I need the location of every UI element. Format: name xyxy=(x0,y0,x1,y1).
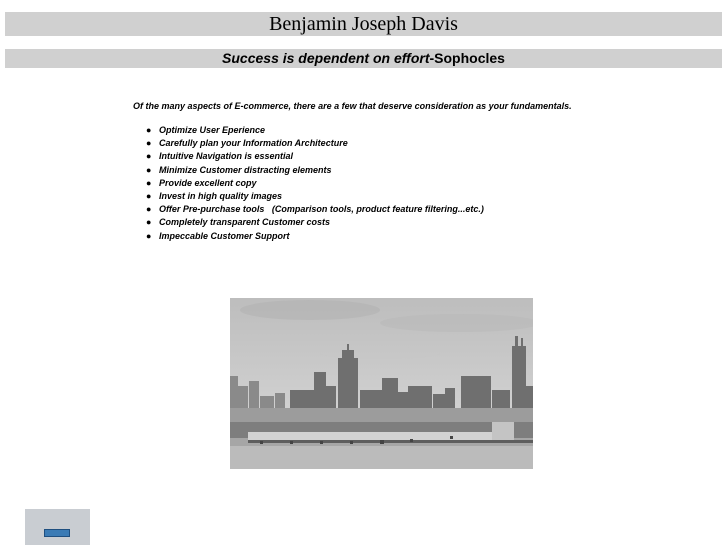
list-item-text: Impeccable Customer Support xyxy=(159,230,290,241)
bullet-icon: ● xyxy=(146,138,152,149)
fundamentals-list xyxy=(146,124,484,243)
list-item-text: Carefully plan your Information Architecture xyxy=(159,138,348,149)
page-title-bar xyxy=(5,12,722,36)
list-item xyxy=(146,164,484,177)
list-item-text: Offer Pre-purchase tools (Comparison tools, product feature filtering...etc.) xyxy=(159,204,484,215)
list-item-text: Provide excellent copy xyxy=(159,177,257,188)
list-item xyxy=(146,150,484,163)
list-item-text: Minimize Customer distracting elements xyxy=(159,164,332,175)
list-item xyxy=(146,216,484,229)
list-item xyxy=(146,124,484,137)
list-item-text: Completely transparent Customer costs xyxy=(159,217,331,228)
bullet-icon: ● xyxy=(146,190,152,201)
quote-author: -Sophocles xyxy=(429,50,505,66)
city-skyline-photo xyxy=(230,298,533,469)
list-item xyxy=(146,190,484,203)
badge-button[interactable] xyxy=(44,529,70,537)
bullet-icon: ● xyxy=(146,217,152,228)
footer-badge[interactable] xyxy=(25,509,90,545)
page-title: Benjamin Joseph Davis xyxy=(269,13,458,35)
list-item xyxy=(146,137,484,150)
list-item-text: Intuitive Navigation is essential xyxy=(159,151,294,162)
list-item xyxy=(146,203,484,216)
bullet-icon: ● xyxy=(146,164,152,175)
bullet-icon: ● xyxy=(146,151,152,162)
list-item xyxy=(146,177,484,190)
intro-paragraph: Of the many aspects of E-commerce, there are a few that deserve consideration as your fundamentals. xyxy=(133,101,572,111)
list-item-text: Optimize User Eperience xyxy=(159,125,266,135)
quote-bar xyxy=(5,49,722,68)
list-item xyxy=(146,230,484,243)
bullet-icon: ● xyxy=(146,204,152,215)
quote-text: Success is dependent on effort xyxy=(222,50,430,66)
list-item-text: Invest in high quality images xyxy=(159,190,283,201)
bullet-icon: ● xyxy=(146,177,152,188)
bullet-icon: ● xyxy=(146,125,152,135)
bullet-icon: ● xyxy=(146,230,152,241)
